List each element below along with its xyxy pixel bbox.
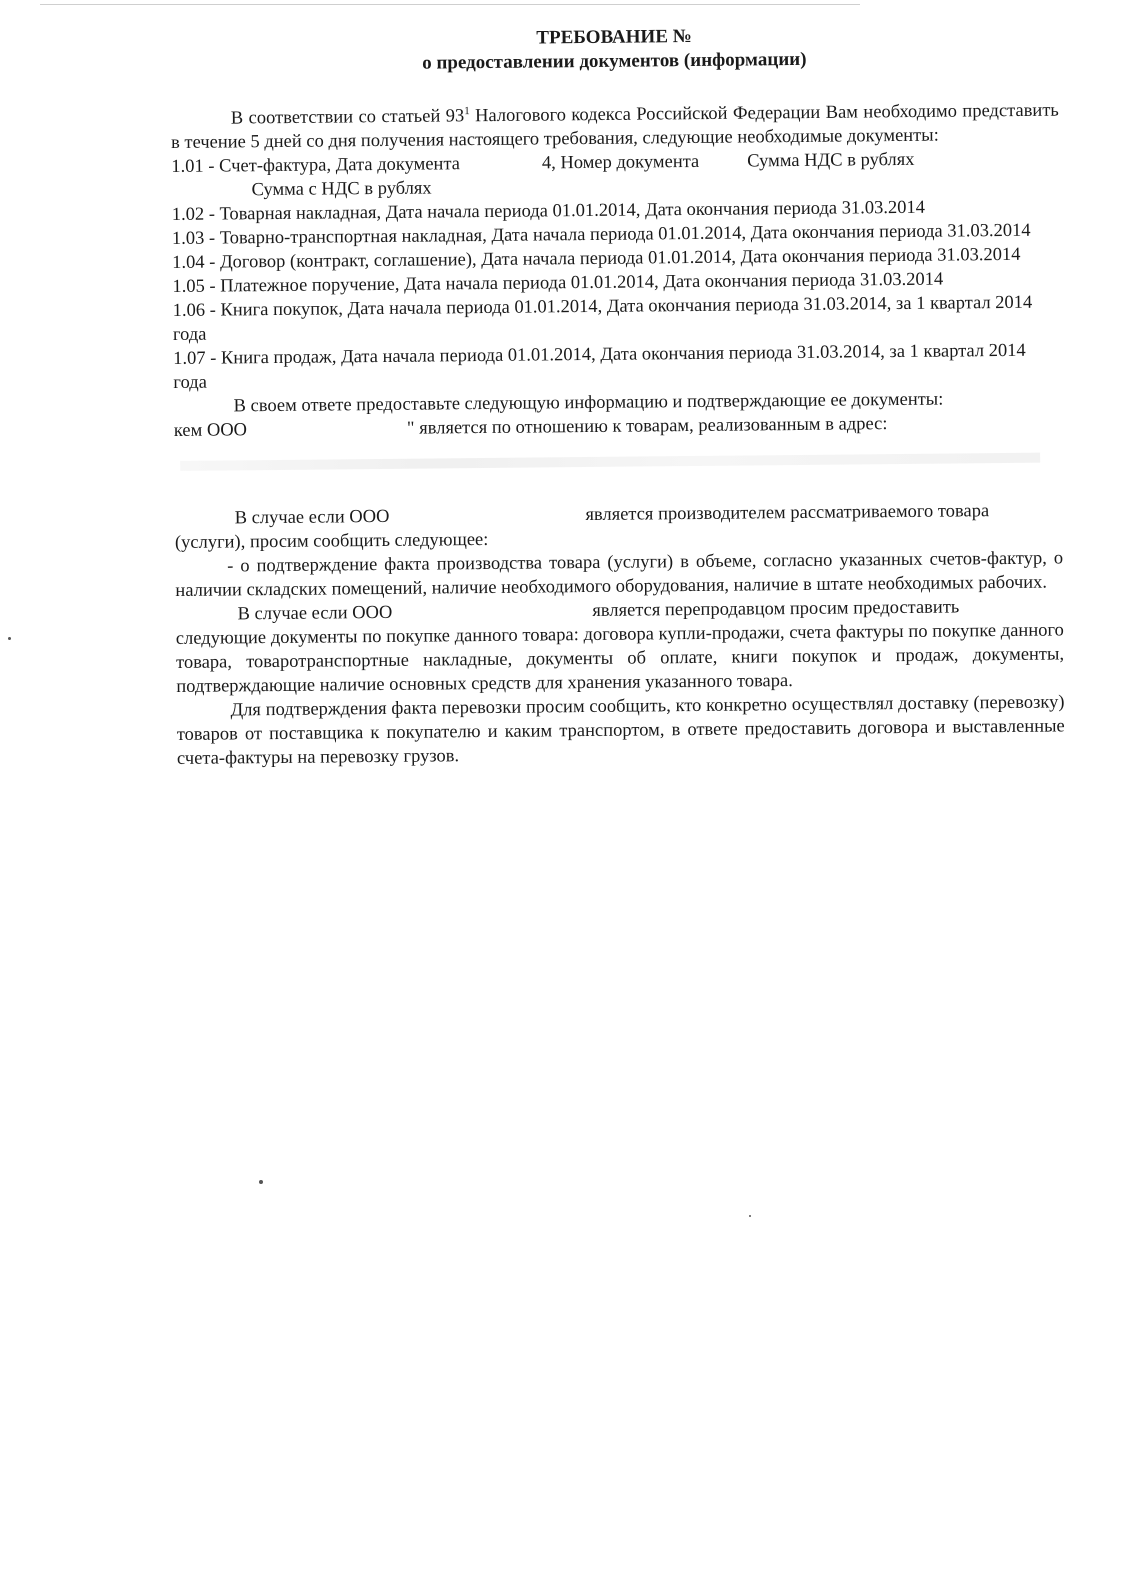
item-1-06: 1.06 - Книга покупок, Дата начала периода 01.01.2014, Дата окончания периода 31.03.2014, за 1 квартал 2014 года	[172, 292, 1033, 346]
intro-paragraph	[171, 93, 1059, 155]
document-body	[170, 21, 1065, 771]
item-1-01-part-c: Сумма НДС в рублях	[747, 150, 915, 172]
item-1-04: 1.04 - Договор (контракт, соглашение), Дата начала периода 01.01.2014, Дата окончания периода 31.03.2014	[172, 245, 1021, 274]
redacted-address-block	[174, 435, 1062, 486]
item-1-01-part-a: 1.01 - Счет-фактура, Дата документа	[171, 154, 461, 178]
intro-before-sup: В соответствии со статьей 93	[230, 106, 465, 129]
title-line-2: о предоставлении документов (информации)	[422, 48, 807, 74]
document-title	[170, 21, 1058, 78]
title-line-1: ТРЕБОВАНИЕ №	[536, 25, 692, 49]
intro-after-sup: Налогового кодекса Российской Федерации Вам необходимо представить в течение 5 дней со дня получения настоящего требования, следующие необходимые документы:	[170, 100, 1059, 154]
item-1-02: 1.02 - Товарная накладная, Дата начала периода 01.01.2014, Дата окончания периода 31.03.2014	[171, 197, 926, 226]
reseller-start: В случае если ООО	[237, 603, 393, 625]
intro-superscript: 1	[464, 105, 470, 118]
transport-paragraph: Для подтверждения факта перевозки просим сообщить, кто конкретно осуществлял доставку (перевозку) товаров от поставщика к покупателю и каким транспортом, в ответе предоставить договора и выставленные счета-фактуры на перевозку грузов.	[176, 692, 1065, 770]
answer-info-rest: " является по отношению к товарам, реализованным в адрес:	[406, 414, 888, 439]
scan-edge-line	[40, 4, 860, 5]
redacted-company-name	[389, 520, 585, 522]
item-1-01-part-b: 4, Номер документа	[541, 152, 700, 174]
producer-start: В случае если ООО	[234, 507, 390, 529]
reseller-end: является перепродавцом просим предоставить	[592, 597, 960, 622]
scan-speck	[8, 637, 11, 640]
reseller-paragraph: следующие документы по покупке данного товара: договора купли-продажи, счета фактуры по покупке данного товара, товаротранспортные накладные, документы об оплате, книги покупок и продаж, документы, подтверждающие наличие основных средств для хранения указанного товара.	[175, 620, 1065, 698]
item-1-01-line-2: Сумма с НДС в рублях	[251, 178, 432, 201]
producer-end: является производителем рассматриваемого товара	[585, 501, 990, 526]
redacted-company-name	[392, 616, 592, 618]
scan-speck	[259, 1180, 263, 1184]
redacted-company-name	[247, 434, 407, 436]
item-1-05: 1.05 - Платежное поручение, Дата начала периода 01.01.2014, Дата окончания периода 31.03.2014	[172, 269, 944, 298]
answer-info-kem: кем ООО	[173, 420, 248, 442]
producer-bullet: - о подтверждение факта производства товара (услуги) в объеме, согласно указанных счетов-фактур, о наличии складских помещений, наличие необходимого оборудования, наличие в штате необходимых рабочих.	[175, 548, 1064, 602]
item-1-03: 1.03 - Товарно-транспортная накладная, Дата начала периода 01.01.2014, Дата окончания периода 31.03.2014	[171, 220, 1031, 250]
producer-line-2: (услуги), просим сообщить следующее:	[174, 530, 489, 554]
answer-info-line-1: В своем ответе предоставьте следующую информацию и подтверждающие ее документы:	[233, 389, 944, 417]
item-1-07: 1.07 - Книга продаж, Дата начала периода 01.01.2014, Дата окончания периода 31.03.2014, за 1 квартал 2014 года	[173, 340, 1026, 394]
redacted-date	[460, 169, 542, 170]
scan-speck	[749, 1215, 751, 1217]
